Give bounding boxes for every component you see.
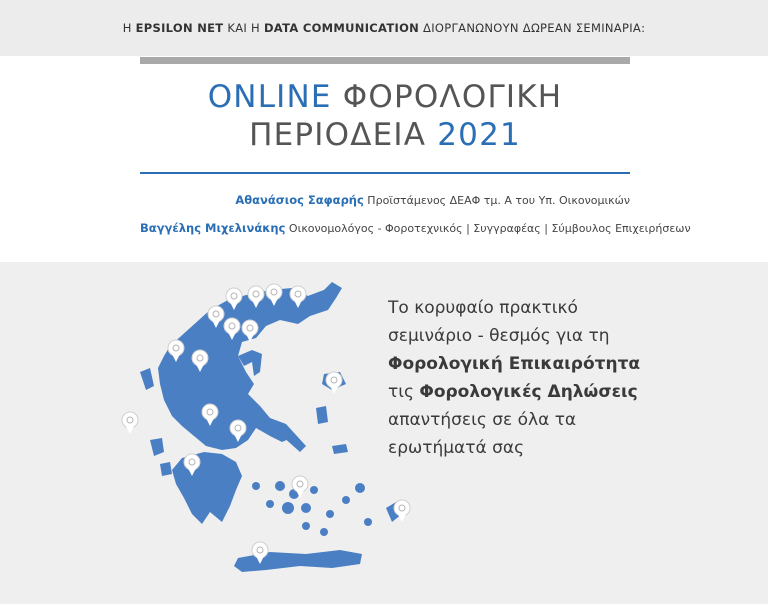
speaker-role: Προϊστάμενος ΔΕΑΦ τμ. Α του Υπ. Οικονομικών — [363, 194, 630, 207]
blurb-line: σεμινάριο - θεσμός για τη — [388, 326, 610, 346]
speaker-name: Αθανάσιος Σαφαρής — [235, 193, 364, 207]
title-word: ΠΕΡΙΟΔΕΙΑ — [249, 117, 438, 153]
map-chios — [316, 406, 328, 424]
location-pin-icon — [394, 500, 410, 522]
title-year: 2021 — [437, 117, 521, 153]
header-part: Η — [122, 21, 136, 35]
blurb-line: Το κορυφαίο πρακτικό — [388, 298, 578, 318]
header-part: ΚΑΙ Η — [223, 21, 264, 35]
title-rule — [140, 172, 630, 174]
header-org-datacomm: DATA COMMUNICATION — [263, 21, 420, 35]
blurb-line: τις — [388, 382, 420, 402]
map-peloponnese — [172, 452, 242, 524]
header-org-epsilon: EPSILON NET — [135, 21, 224, 35]
speaker-1 — [140, 193, 630, 207]
map-mainland — [158, 288, 336, 450]
title-word: ΦΟΡΟΛΟΓΙΚΗ — [331, 79, 563, 115]
blurb-highlight: Φορολογικές Δηλώσεις — [419, 382, 638, 402]
location-pin-icon — [122, 412, 138, 434]
header-part: ΔΙΟΡΓΑΝΩΝΟΥΝ ΔΩΡΕΑΝ ΣΕΜΙΝΑΡΙΑ: — [419, 21, 646, 35]
map-zakynthos — [160, 462, 172, 476]
map-samos — [332, 444, 348, 454]
page-title — [140, 78, 630, 154]
speaker-name: Βαγγέλης Μιχελινάκης — [140, 221, 286, 235]
blurb-line: ερωτήματά σας — [388, 438, 525, 458]
title-online: ONLINE — [207, 79, 332, 115]
map-kefalonia — [150, 438, 164, 456]
map-corfu — [140, 368, 154, 390]
location-pin-icon — [326, 372, 342, 394]
divider-bar — [140, 57, 630, 64]
blurb-highlight: Φορολογική Επικαιρότητα — [388, 354, 641, 374]
blurb-text — [388, 294, 748, 462]
header-strip — [0, 0, 768, 56]
speaker-role: Οικονομολόγος - Φοροτεχνικός | Συγγραφέας | Σύμβουλος Επιχειρήσεων — [285, 222, 691, 235]
header-text — [123, 21, 646, 35]
greece-map — [110, 276, 430, 604]
speaker-2 — [140, 221, 691, 235]
blurb-line: απαντήσεις σε όλα τα — [388, 410, 577, 430]
